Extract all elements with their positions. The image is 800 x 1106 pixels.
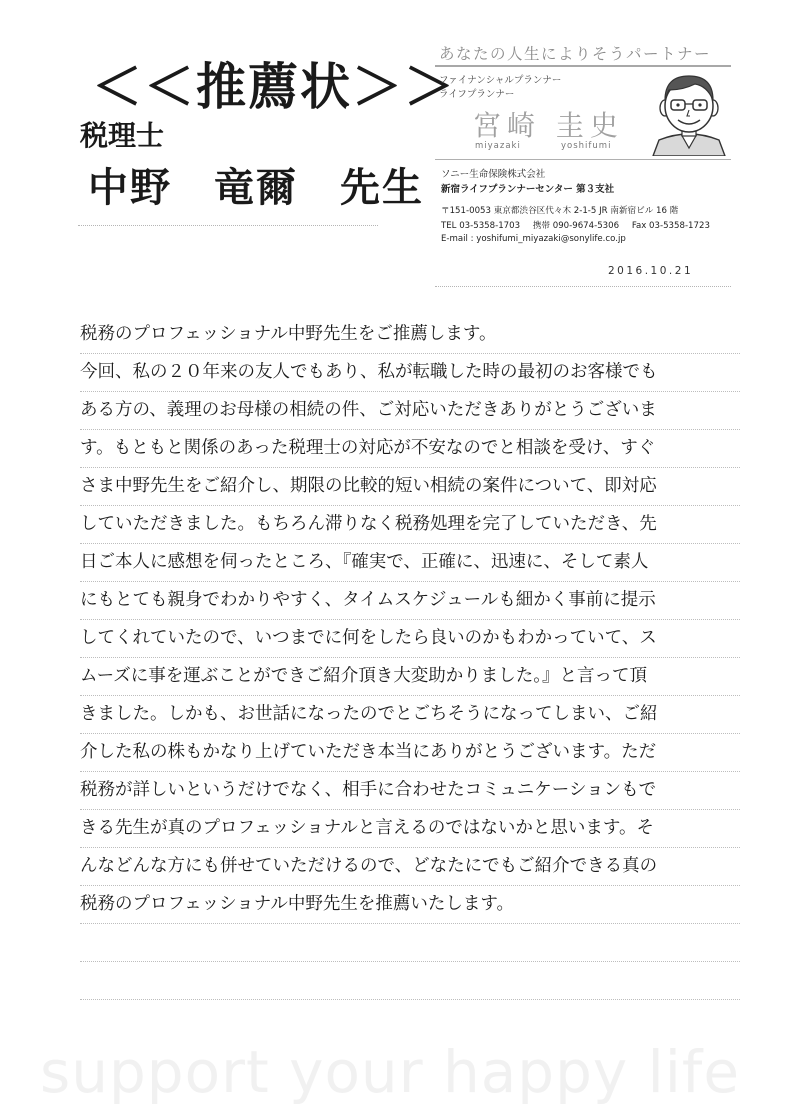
recipient-role: 税理士	[80, 119, 165, 152]
letter-body	[80, 316, 740, 1000]
card-address: 〒151-0053 東京都渋谷区代々木 2-1-5 JR 南新宿ビル 16 階	[441, 206, 679, 216]
card-mobile: 携帯 090-9674-5306	[532, 221, 620, 231]
body-line: にもとても親身でわかりやすく、タイムスケジュールも細かく事前に提示	[80, 582, 740, 620]
card-job-title: ファイナンシャルプランナー	[439, 75, 562, 86]
card-romaji-given: yoshifumi	[561, 141, 612, 151]
body-line: ムーズに事を運ぶことができご紹介頂き大変助かりました。』と言って頂	[80, 658, 740, 696]
card-tel: TEL 03-5358-1703	[441, 221, 521, 231]
body-line: 今回、私の２０年来の友人でもあり、私が転職した時の最初のお客様でも	[80, 354, 740, 392]
body-line	[80, 924, 740, 962]
body-line: 介した私の株もかなり上げていただき本当にありがとうございます。ただ	[80, 734, 740, 772]
card-company: ソニー生命保険株式会社	[441, 169, 546, 180]
body-line: ある方の、義理のお母様の相続の件、ご対応いただきありがとうございま	[80, 392, 740, 430]
body-line: 日ご本人に感想を伺ったところ、『確実で、正確に、迅速に、そして素人	[80, 544, 740, 582]
card-email: E-mail : yoshifumi_miyazaki@sonylife.co.jp	[441, 234, 626, 244]
body-line: 税務が詳しいというだけでなく、相手に合わせたコミュニケーションもで	[80, 772, 740, 810]
card-fax: Fax 03-5358-1723	[631, 221, 710, 231]
card-divider-middle	[435, 159, 731, 160]
card-branch: 新宿ライフプランナーセンター 第３支社	[441, 184, 615, 195]
card-person-name: 宮崎 圭史	[473, 109, 624, 142]
body-line	[80, 962, 740, 1000]
body-line: さま中野先生をご紹介し、期限の比較的短い相続の案件について、即対応	[80, 468, 740, 506]
date-underline	[435, 286, 731, 287]
body-line: 税務のプロフェッショナル中野先生を推薦いたします。	[80, 886, 740, 924]
card-person-romaji	[475, 141, 645, 151]
name-underline	[78, 225, 378, 226]
body-line: してくれていたので、いつまでに何をしたら良いのかもわかっていて、ス	[80, 620, 740, 658]
business-card	[435, 38, 735, 268]
recipient-name: 中野 竜爾 先生	[88, 165, 424, 211]
card-tagline: あなたの人生によりそうパートナー	[439, 45, 712, 63]
card-phone-row	[441, 219, 720, 231]
body-line: んなどんな方にも併せていただけるので、どなたにでもご紹介できる真の	[80, 848, 740, 886]
body-line: 税務のプロフェッショナル中野先生をご推薦します。	[80, 316, 740, 354]
body-line: きました。しかも、お世話になったのでとごちそうになってしまい、ご紹	[80, 696, 740, 734]
body-line: きる先生が真のプロフェッショナルと言えるのではないかと思います。そ	[80, 810, 740, 848]
document-title: ＜＜推薦状＞＞	[92, 58, 456, 116]
card-romaji-family: miyazaki	[475, 141, 521, 151]
card-divider-top	[435, 65, 731, 67]
document-date: 2016.10.21	[608, 265, 694, 277]
body-line: す。もともと関係のあった税理士の対応が不安なのでと相談を受け、すぐ	[80, 430, 740, 468]
watermark: support your happy life	[40, 1038, 740, 1106]
portrait-illustration-icon	[649, 68, 729, 156]
body-line: していただきました。もちろん滞りなく税務処理を完了していただき、先	[80, 506, 740, 544]
card-job-title-secondary: ライフプランナー	[439, 89, 515, 100]
